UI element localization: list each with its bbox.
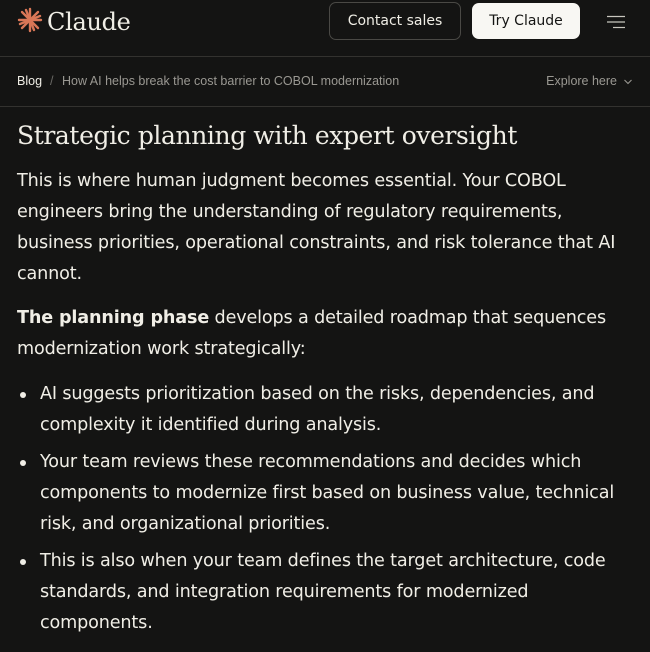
brand-name: Claude — [47, 8, 131, 36]
explore-label: Explore here — [546, 74, 617, 88]
bullet-icon — [20, 460, 26, 466]
article-body — [17, 118, 637, 645]
contact-sales-button[interactable]: Contact sales — [329, 2, 461, 40]
paragraph-planning-text: develops a detailed roadmap that sequences modernization work strategically: — [17, 308, 606, 359]
claude-spark-icon — [17, 7, 43, 37]
breadcrumb-separator: / — [50, 74, 54, 88]
section-heading: Strategic planning with expert oversight — [17, 121, 517, 150]
list-item-text: Your team reviews these recommendations and decides which components to modernize first based on business value, technical risk, and organizational priorities. — [40, 452, 615, 534]
list-item-text: AI suggests prioritization based on the risks, dependencies, and complexity it identified during analysis. — [40, 384, 595, 435]
breadcrumb-current-page: How AI helps break the cost barrier to COBOL modernization — [62, 74, 400, 88]
breadcrumb-blog-link[interactable]: Blog — [17, 74, 43, 88]
try-claude-button[interactable]: Try Claude — [472, 3, 580, 39]
hamburger-menu-icon[interactable] — [607, 14, 625, 28]
breadcrumb — [0, 57, 650, 107]
bullet-icon — [20, 392, 26, 398]
chevron-down-icon — [624, 74, 632, 88]
claude-logo[interactable] — [17, 8, 131, 36]
paragraph-planning-bold: The planning phase — [17, 308, 210, 328]
list-item — [17, 546, 637, 639]
planning-bullet-list — [17, 379, 637, 639]
site-header — [0, 0, 650, 57]
list-item — [17, 447, 637, 540]
explore-dropdown[interactable] — [546, 74, 632, 88]
list-item-text: This is also when your team defines the target architecture, code standards, and integration requirements for modernized components. — [40, 551, 606, 633]
bullet-icon — [20, 559, 26, 565]
list-item — [17, 379, 637, 441]
paragraph-intro: This is where human judgment becomes essential. Your COBOL engineers bring the understanding of regulatory requirements, business priorities, operational constraints, and risk tolerance that AI cannot. — [17, 171, 616, 284]
paragraph-planning — [17, 303, 637, 365]
